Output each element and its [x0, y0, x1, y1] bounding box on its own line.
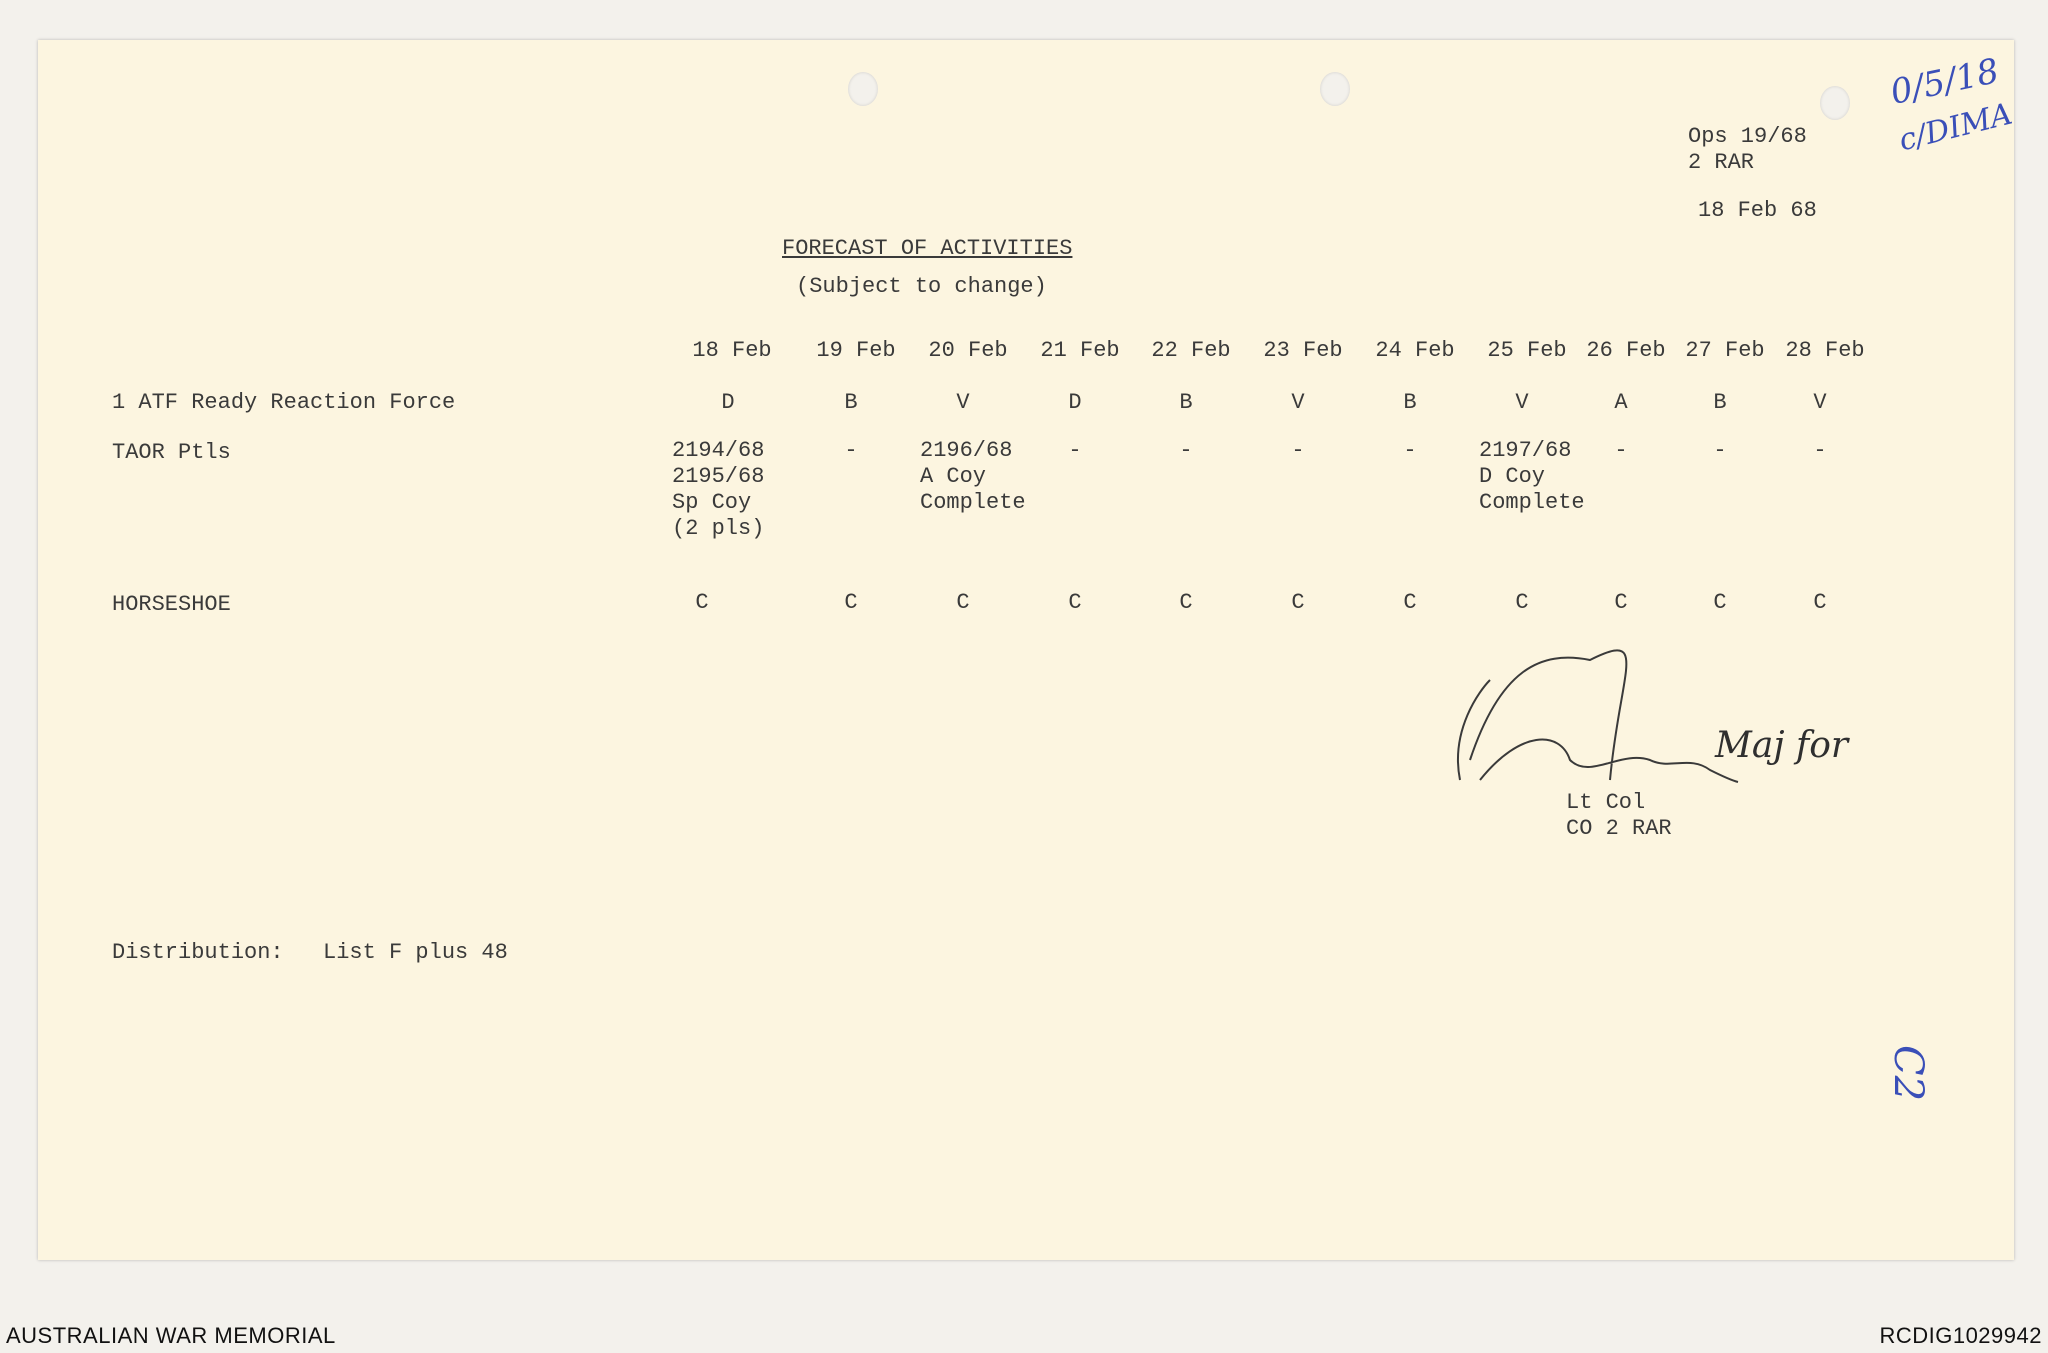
- table-cell: A: [1614, 390, 1628, 415]
- document-title: FORECAST OF ACTIVITIES: [782, 236, 1073, 261]
- reference-line-2: 2 RAR: [1688, 150, 1755, 175]
- table-cell: C: [1614, 590, 1628, 615]
- column-header: 22 Feb: [1151, 338, 1231, 363]
- table-cell: D: [721, 390, 735, 415]
- signature-scribble: [1420, 610, 1900, 810]
- table-cell: B: [1713, 390, 1727, 415]
- reference-line-1: Ops 19/68: [1688, 124, 1807, 149]
- column-header: 23 Feb: [1263, 338, 1343, 363]
- table-cell: -: [1713, 438, 1727, 463]
- table-cell: C: [1515, 590, 1529, 615]
- table-cell: C: [1813, 590, 1827, 615]
- signature-appointment: CO 2 RAR: [1566, 816, 1672, 841]
- distribution-label: Distribution:: [112, 940, 284, 965]
- column-header: 26 Feb: [1586, 338, 1666, 363]
- table-cell: -: [1291, 438, 1305, 463]
- table-cell: -: [1179, 438, 1193, 463]
- table-cell: -: [844, 438, 858, 463]
- reference-date: 18 Feb 68: [1698, 198, 1817, 223]
- table-cell: C: [1068, 590, 1082, 615]
- table-cell: 2196/68 A Coy Complete: [920, 438, 1026, 515]
- column-header: 24 Feb: [1375, 338, 1455, 363]
- column-header: 19 Feb: [816, 338, 896, 363]
- table-cell: C: [956, 590, 970, 615]
- handwritten-date: 0/5/18: [1887, 51, 2003, 113]
- table-cell: C: [1291, 590, 1305, 615]
- table-cell: B: [1179, 390, 1193, 415]
- table-cell: C: [844, 590, 858, 615]
- footer-record-id: RCDIG1029942: [1879, 1323, 2042, 1348]
- table-cell: B: [844, 390, 858, 415]
- table-cell: -: [1813, 438, 1827, 463]
- table-cell: B: [1403, 390, 1417, 415]
- table-cell: C: [695, 590, 709, 615]
- table-cell: 2197/68 D Coy Complete: [1479, 438, 1585, 515]
- column-header: 18 Feb: [692, 338, 772, 363]
- table-cell: C: [1179, 590, 1193, 615]
- signature-handwritten-note: Maj for: [1715, 725, 1849, 766]
- column-header: 28 Feb: [1785, 338, 1865, 363]
- table-cell: C: [1713, 590, 1727, 615]
- row-label: HORSESHOE: [112, 592, 231, 617]
- column-header: 20 Feb: [928, 338, 1008, 363]
- document-subtitle: (Subject to change): [796, 274, 1047, 299]
- table-cell: -: [1614, 438, 1628, 463]
- column-header: 25 Feb: [1487, 338, 1567, 363]
- column-header: 27 Feb: [1685, 338, 1765, 363]
- table-cell: D: [1068, 390, 1082, 415]
- punch-hole: [1820, 86, 1850, 120]
- footer-source: AUSTRALIAN WAR MEMORIAL: [6, 1323, 336, 1348]
- signature-rank: Lt Col: [1566, 790, 1646, 815]
- table-cell: V: [1813, 390, 1827, 415]
- table-cell: V: [956, 390, 970, 415]
- distribution-value: List F plus 48: [323, 940, 508, 965]
- table-cell: V: [1291, 390, 1305, 415]
- table-cell: C: [1403, 590, 1417, 615]
- column-header: 21 Feb: [1040, 338, 1120, 363]
- row-label: 1 ATF Ready Reaction Force: [112, 390, 456, 415]
- table-cell: V: [1515, 390, 1529, 415]
- handwritten-note: c/DIMA: [1895, 96, 2016, 159]
- table-cell: -: [1068, 438, 1082, 463]
- punch-hole: [848, 72, 878, 106]
- punch-hole: [1320, 72, 1350, 106]
- handwritten-side-mark: C2: [1885, 1044, 1932, 1102]
- table-cell: -: [1403, 438, 1417, 463]
- row-label: TAOR Ptls: [112, 440, 231, 465]
- table-cell: 2194/68 2195/68 Sp Coy (2 pls): [672, 438, 765, 541]
